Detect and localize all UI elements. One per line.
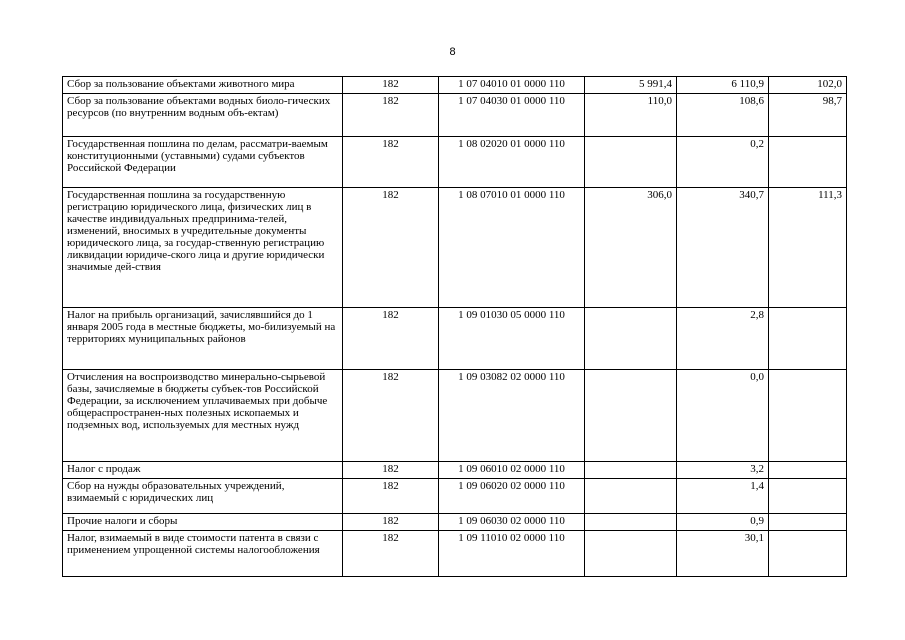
percent-value-cell xyxy=(769,137,847,188)
percent-value-cell xyxy=(769,531,847,577)
percent-value-cell xyxy=(769,462,847,479)
page-number: 8 xyxy=(449,46,456,58)
budget-code-cell: 1 08 02020 01 0000 110 xyxy=(439,137,585,188)
revenue-name-cell: Государственная пошлина за государственную регистрацию юридического лица, физических лиц в качестве индивидуальных предпринима-телей, изменений, вносимых в учредительные документы юридического лица, за государ-ственную регистрацию ликвидации юридиче-ского лица и другие юридически значимые дей-ствия xyxy=(63,188,343,308)
revenue-name-cell: Сбор за пользование объектами животного мира xyxy=(63,77,343,94)
plan-value-cell xyxy=(585,137,677,188)
percent-value-cell xyxy=(769,514,847,531)
admin-code-cell: 182 xyxy=(343,308,439,370)
budget-code-cell: 1 09 06010 02 0000 110 xyxy=(439,462,585,479)
table-row xyxy=(63,479,847,514)
budget-code-cell: 1 08 07010 01 0000 110 xyxy=(439,188,585,308)
table-row xyxy=(63,137,847,188)
revenue-name-cell: Сбор за пользование объектами водных биоло-гических ресурсов (по внутренним водным объ-ектам) xyxy=(63,94,343,137)
revenue-table xyxy=(62,76,847,577)
plan-value-cell xyxy=(585,308,677,370)
actual-value-cell: 2,8 xyxy=(677,308,769,370)
budget-code-cell: 1 09 06020 02 0000 110 xyxy=(439,479,585,514)
actual-value-cell: 1,4 xyxy=(677,479,769,514)
percent-value-cell xyxy=(769,308,847,370)
actual-value-cell: 30,1 xyxy=(677,531,769,577)
plan-value-cell: 306,0 xyxy=(585,188,677,308)
actual-value-cell: 108,6 xyxy=(677,94,769,137)
budget-code-cell: 1 09 01030 05 0000 110 xyxy=(439,308,585,370)
percent-value-cell: 102,0 xyxy=(769,77,847,94)
plan-value-cell xyxy=(585,370,677,462)
actual-value-cell: 0,2 xyxy=(677,137,769,188)
table-row xyxy=(63,531,847,577)
budget-code-cell: 1 09 03082 02 0000 110 xyxy=(439,370,585,462)
admin-code-cell: 182 xyxy=(343,188,439,308)
budget-code-cell: 1 09 11010 02 0000 110 xyxy=(439,531,585,577)
admin-code-cell: 182 xyxy=(343,94,439,137)
revenue-name-cell: Налог с продаж xyxy=(63,462,343,479)
budget-code-cell: 1 07 04010 01 0000 110 xyxy=(439,77,585,94)
percent-value-cell xyxy=(769,479,847,514)
plan-value-cell xyxy=(585,462,677,479)
revenue-name-cell: Отчисления на воспроизводство минерально-сырьевой базы, зачисляемые в бюджеты субъек-тов Российской Федерации, за исключением уплачиваемых при добыче общераспространен-ных полезных ископаемых и подземных вод, используемых для местных нужд xyxy=(63,370,343,462)
admin-code-cell: 182 xyxy=(343,370,439,462)
percent-value-cell: 111,3 xyxy=(769,188,847,308)
revenue-name-cell: Прочие налоги и сборы xyxy=(63,514,343,531)
plan-value-cell xyxy=(585,514,677,531)
actual-value-cell: 0,0 xyxy=(677,370,769,462)
table-row xyxy=(63,188,847,308)
revenue-name-cell: Государственная пошлина по делам, рассматри-ваемым конституционными (уставными) судами субъектов Российской Федерации xyxy=(63,137,343,188)
revenue-name-cell: Налог, взимаемый в виде стоимости патента в связи с применением упрощенной системы налогообложения xyxy=(63,531,343,577)
table-row xyxy=(63,308,847,370)
plan-value-cell: 110,0 xyxy=(585,94,677,137)
admin-code-cell: 182 xyxy=(343,77,439,94)
actual-value-cell: 6 110,9 xyxy=(677,77,769,94)
actual-value-cell: 0,9 xyxy=(677,514,769,531)
budget-code-cell: 1 07 04030 01 0000 110 xyxy=(439,94,585,137)
actual-value-cell: 340,7 xyxy=(677,188,769,308)
plan-value-cell xyxy=(585,479,677,514)
table-row xyxy=(63,514,847,531)
revenue-name-cell: Сбор на нужды образовательных учреждений, взимаемый с юридических лиц xyxy=(63,479,343,514)
table-row xyxy=(63,462,847,479)
plan-value-cell xyxy=(585,531,677,577)
table-row xyxy=(63,94,847,137)
percent-value-cell xyxy=(769,370,847,462)
admin-code-cell: 182 xyxy=(343,531,439,577)
admin-code-cell: 182 xyxy=(343,137,439,188)
percent-value-cell: 98,7 xyxy=(769,94,847,137)
budget-code-cell: 1 09 06030 02 0000 110 xyxy=(439,514,585,531)
admin-code-cell: 182 xyxy=(343,514,439,531)
admin-code-cell: 182 xyxy=(343,462,439,479)
table-row xyxy=(63,370,847,462)
actual-value-cell: 3,2 xyxy=(677,462,769,479)
plan-value-cell: 5 991,4 xyxy=(585,77,677,94)
revenue-name-cell: Налог на прибыль организаций, зачислявшийся до 1 января 2005 года в местные бюджеты, мо-билизуемый на территориях муниципальных районов xyxy=(63,308,343,370)
admin-code-cell: 182 xyxy=(343,479,439,514)
table-row xyxy=(63,77,847,94)
